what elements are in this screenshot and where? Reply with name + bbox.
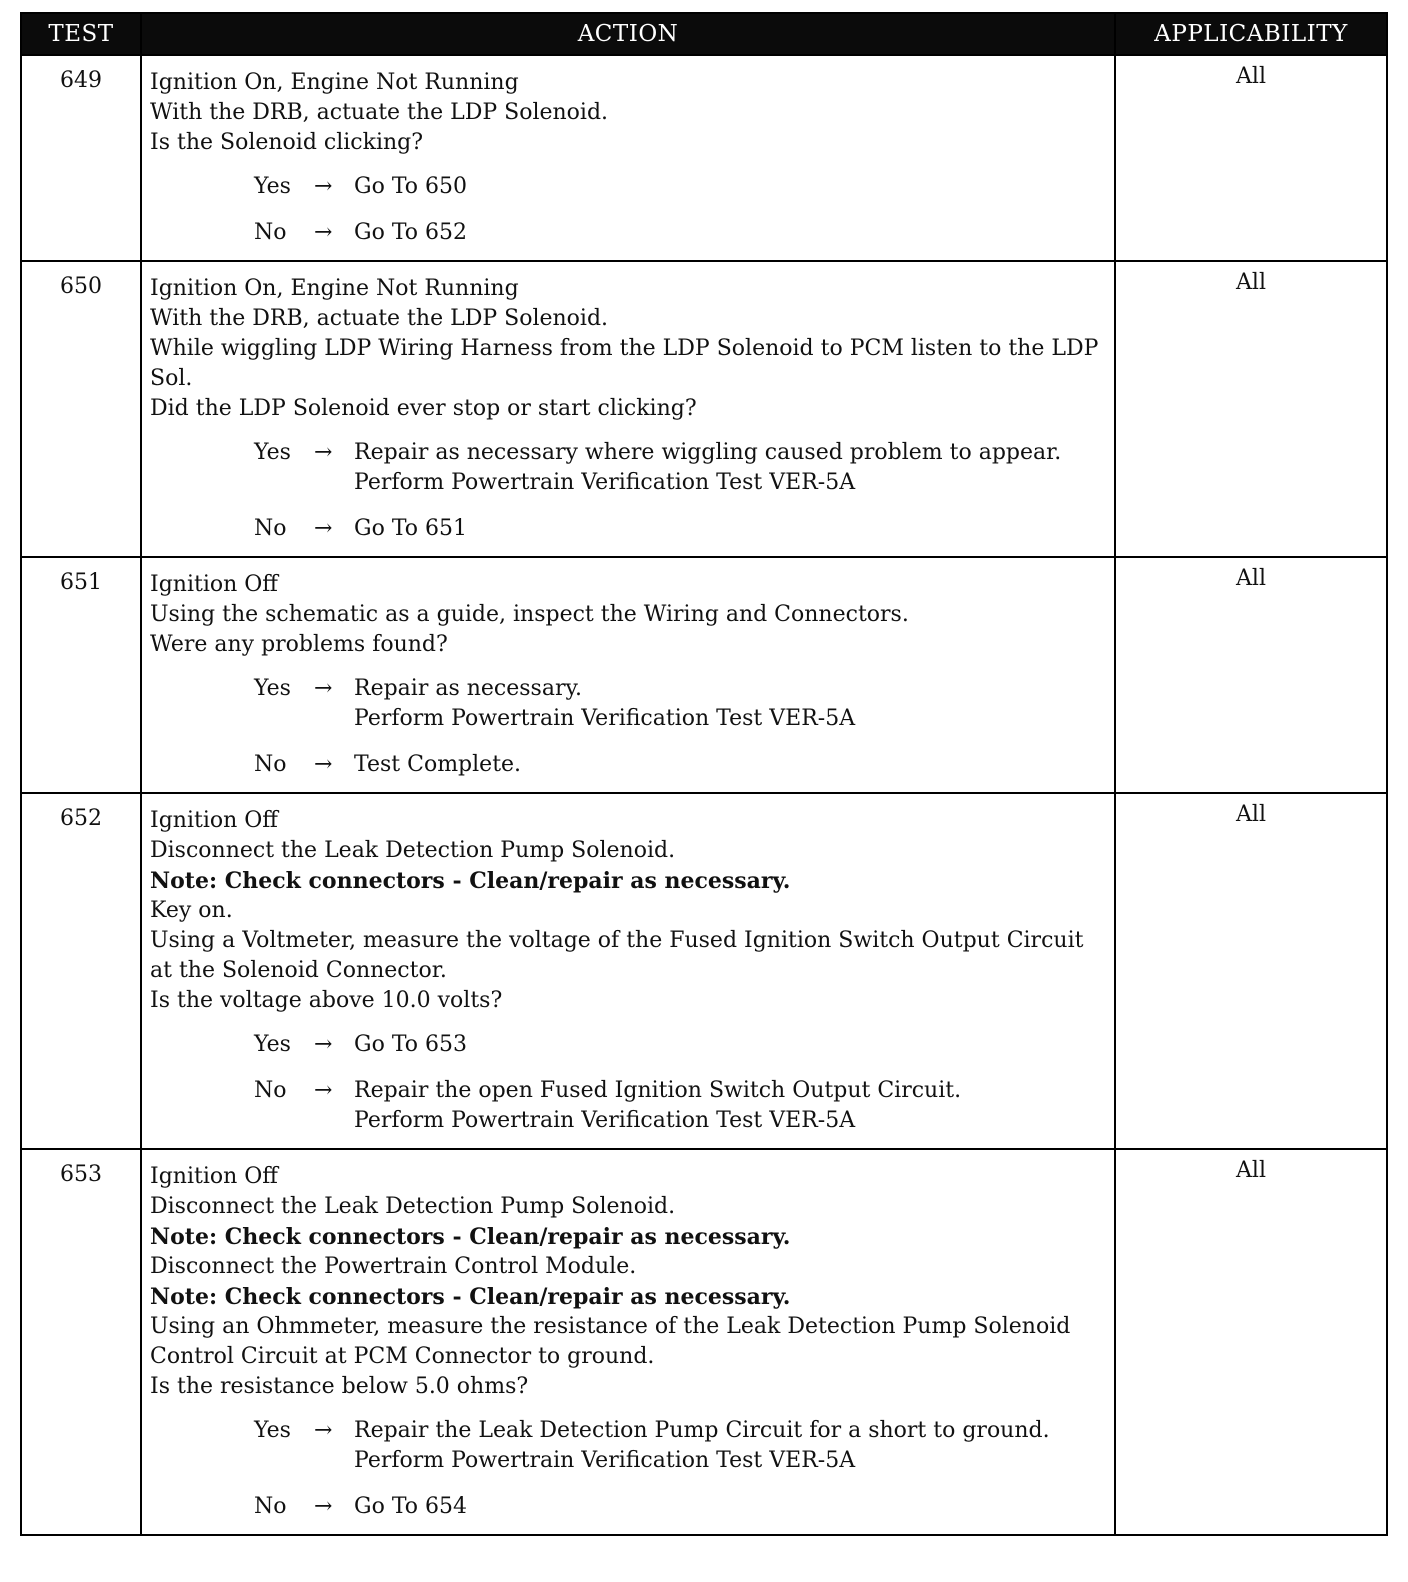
table-row bbox=[21, 557, 1387, 793]
branch-result-line: Test Complete. bbox=[354, 752, 522, 777]
header-applicability: APPLICABILITY bbox=[1115, 13, 1387, 55]
action-step: Is the voltage above 10.0 volts? bbox=[150, 988, 503, 1013]
action-step: Key on. bbox=[150, 898, 233, 923]
header-test: TEST bbox=[21, 13, 141, 55]
action-step: Ignition Off bbox=[150, 1164, 278, 1189]
right-arrow-icon: → bbox=[314, 676, 333, 701]
branch-result-line: Perform Powertrain Verification Test VER-5A bbox=[354, 1108, 856, 1133]
branch-no bbox=[150, 218, 1108, 248]
branch-list bbox=[150, 1030, 1108, 1136]
right-arrow-icon: → bbox=[314, 220, 333, 245]
branch-result-line: Repair as necessary where wiggling caused problem to appear. bbox=[354, 440, 1062, 465]
branch-list bbox=[150, 674, 1108, 780]
branch-list bbox=[150, 438, 1108, 544]
applicability-value: All bbox=[1115, 793, 1387, 1149]
header-action: ACTION bbox=[141, 13, 1115, 55]
branch-answer: Yes bbox=[254, 1032, 291, 1057]
branch-result bbox=[354, 218, 1108, 248]
branch-yes bbox=[150, 438, 1108, 498]
branch-answer: Yes bbox=[254, 1418, 291, 1443]
note-step: Note: Check connectors - Clean/repair as necessary. bbox=[150, 1224, 791, 1250]
right-arrow-icon: → bbox=[314, 440, 333, 465]
action-step: With the DRB, actuate the LDP Solenoid. bbox=[150, 100, 609, 125]
branch-result bbox=[354, 1076, 1108, 1136]
branch-result-line: Go To 651 bbox=[354, 516, 468, 541]
table-body bbox=[21, 55, 1387, 1535]
action-step: Using an Ohmmeter, measure the resistance of the Leak Detection Pump Solenoid Control Circuit at PCM Connector to ground. bbox=[150, 1314, 1071, 1369]
branch-no bbox=[150, 1492, 1108, 1522]
branch-result-line: Repair the open Fused Ignition Switch Output Circuit. bbox=[354, 1078, 962, 1103]
action-step: Ignition Off bbox=[150, 572, 278, 597]
branch-answer: Yes bbox=[254, 676, 291, 701]
branch-result-line: Go To 654 bbox=[354, 1494, 468, 1519]
branch-result bbox=[354, 1416, 1108, 1476]
action-step: Were any problems found? bbox=[150, 632, 448, 657]
action-step: Disconnect the Leak Detection Pump Solenoid. bbox=[150, 838, 676, 863]
branch-yes bbox=[150, 1030, 1108, 1060]
branch-result-line: Perform Powertrain Verification Test VER-5A bbox=[354, 706, 856, 731]
action-step: Is the Solenoid clicking? bbox=[150, 130, 424, 155]
action-cell bbox=[141, 1149, 1115, 1535]
note-step: Note: Check connectors - Clean/repair as necessary. bbox=[150, 1284, 791, 1310]
branch-no bbox=[150, 514, 1108, 544]
action-step: Using the schematic as a guide, inspect the Wiring and Connectors. bbox=[150, 602, 909, 627]
right-arrow-icon: → bbox=[314, 516, 333, 541]
table-row bbox=[21, 1149, 1387, 1535]
action-step: Using a Voltmeter, measure the voltage of the Fused Ignition Switch Output Circuit at the Solenoid Connector. bbox=[150, 928, 1084, 983]
branch-yes bbox=[150, 1416, 1108, 1476]
action-cell bbox=[141, 557, 1115, 793]
right-arrow-icon: → bbox=[314, 1078, 333, 1103]
test-number: 650 bbox=[21, 261, 141, 557]
branch-list bbox=[150, 1416, 1108, 1522]
branch-answer: No bbox=[254, 220, 287, 245]
action-step: Ignition On, Engine Not Running bbox=[150, 70, 519, 95]
diagnostic-test-table-container bbox=[20, 12, 1386, 1536]
test-number: 651 bbox=[21, 557, 141, 793]
applicability-value: All bbox=[1115, 261, 1387, 557]
action-step: Ignition Off bbox=[150, 808, 278, 833]
right-arrow-icon: → bbox=[314, 752, 333, 777]
branch-no bbox=[150, 1076, 1108, 1136]
action-step: With the DRB, actuate the LDP Solenoid. bbox=[150, 306, 609, 331]
branch-answer: No bbox=[254, 516, 287, 541]
diagnostic-test-table bbox=[20, 12, 1388, 1536]
action-step: Disconnect the Leak Detection Pump Solenoid. bbox=[150, 1194, 676, 1219]
right-arrow-icon: → bbox=[314, 1418, 333, 1443]
note-step: Note: Check connectors - Clean/repair as necessary. bbox=[150, 868, 791, 894]
table-row bbox=[21, 261, 1387, 557]
branch-result bbox=[354, 438, 1108, 498]
branch-result bbox=[354, 1030, 1108, 1060]
action-cell bbox=[141, 261, 1115, 557]
action-cell bbox=[141, 793, 1115, 1149]
right-arrow-icon: → bbox=[314, 174, 333, 199]
branch-result-line: Perform Powertrain Verification Test VER-5A bbox=[354, 1448, 856, 1473]
branch-result-line: Go To 652 bbox=[354, 220, 468, 245]
table-row bbox=[21, 793, 1387, 1149]
branch-result-line: Go To 653 bbox=[354, 1032, 468, 1057]
table-row bbox=[21, 55, 1387, 261]
branch-result bbox=[354, 750, 1108, 780]
test-number: 649 bbox=[21, 55, 141, 261]
branch-result bbox=[354, 514, 1108, 544]
applicability-value: All bbox=[1115, 55, 1387, 261]
branch-result-line: Repair the Leak Detection Pump Circuit for a short to ground. bbox=[354, 1418, 1050, 1443]
applicability-value: All bbox=[1115, 557, 1387, 793]
action-step: Did the LDP Solenoid ever stop or start clicking? bbox=[150, 396, 697, 421]
branch-answer: No bbox=[254, 1494, 287, 1519]
right-arrow-icon: → bbox=[314, 1032, 333, 1057]
branch-list bbox=[150, 172, 1108, 248]
branch-no bbox=[150, 750, 1108, 780]
branch-result bbox=[354, 1492, 1108, 1522]
branch-answer: Yes bbox=[254, 440, 291, 465]
branch-yes bbox=[150, 674, 1108, 734]
action-cell bbox=[141, 55, 1115, 261]
action-step: Disconnect the Powertrain Control Module. bbox=[150, 1254, 637, 1279]
branch-result-line: Perform Powertrain Verification Test VER-5A bbox=[354, 470, 856, 495]
branch-result-line: Go To 650 bbox=[354, 174, 468, 199]
branch-answer: No bbox=[254, 752, 287, 777]
action-step: While wiggling LDP Wiring Harness from the LDP Solenoid to PCM listen to the LDP Sol. bbox=[150, 336, 1099, 391]
table-header-row bbox=[21, 13, 1387, 55]
right-arrow-icon: → bbox=[314, 1494, 333, 1519]
applicability-value: All bbox=[1115, 1149, 1387, 1535]
branch-result-line: Repair as necessary. bbox=[354, 676, 582, 701]
test-number: 653 bbox=[21, 1149, 141, 1535]
branch-result bbox=[354, 674, 1108, 734]
branch-yes bbox=[150, 172, 1108, 202]
branch-answer: No bbox=[254, 1078, 287, 1103]
branch-answer: Yes bbox=[254, 174, 291, 199]
test-number: 652 bbox=[21, 793, 141, 1149]
action-step: Ignition On, Engine Not Running bbox=[150, 276, 519, 301]
action-step: Is the resistance below 5.0 ohms? bbox=[150, 1374, 529, 1399]
branch-result bbox=[354, 172, 1108, 202]
